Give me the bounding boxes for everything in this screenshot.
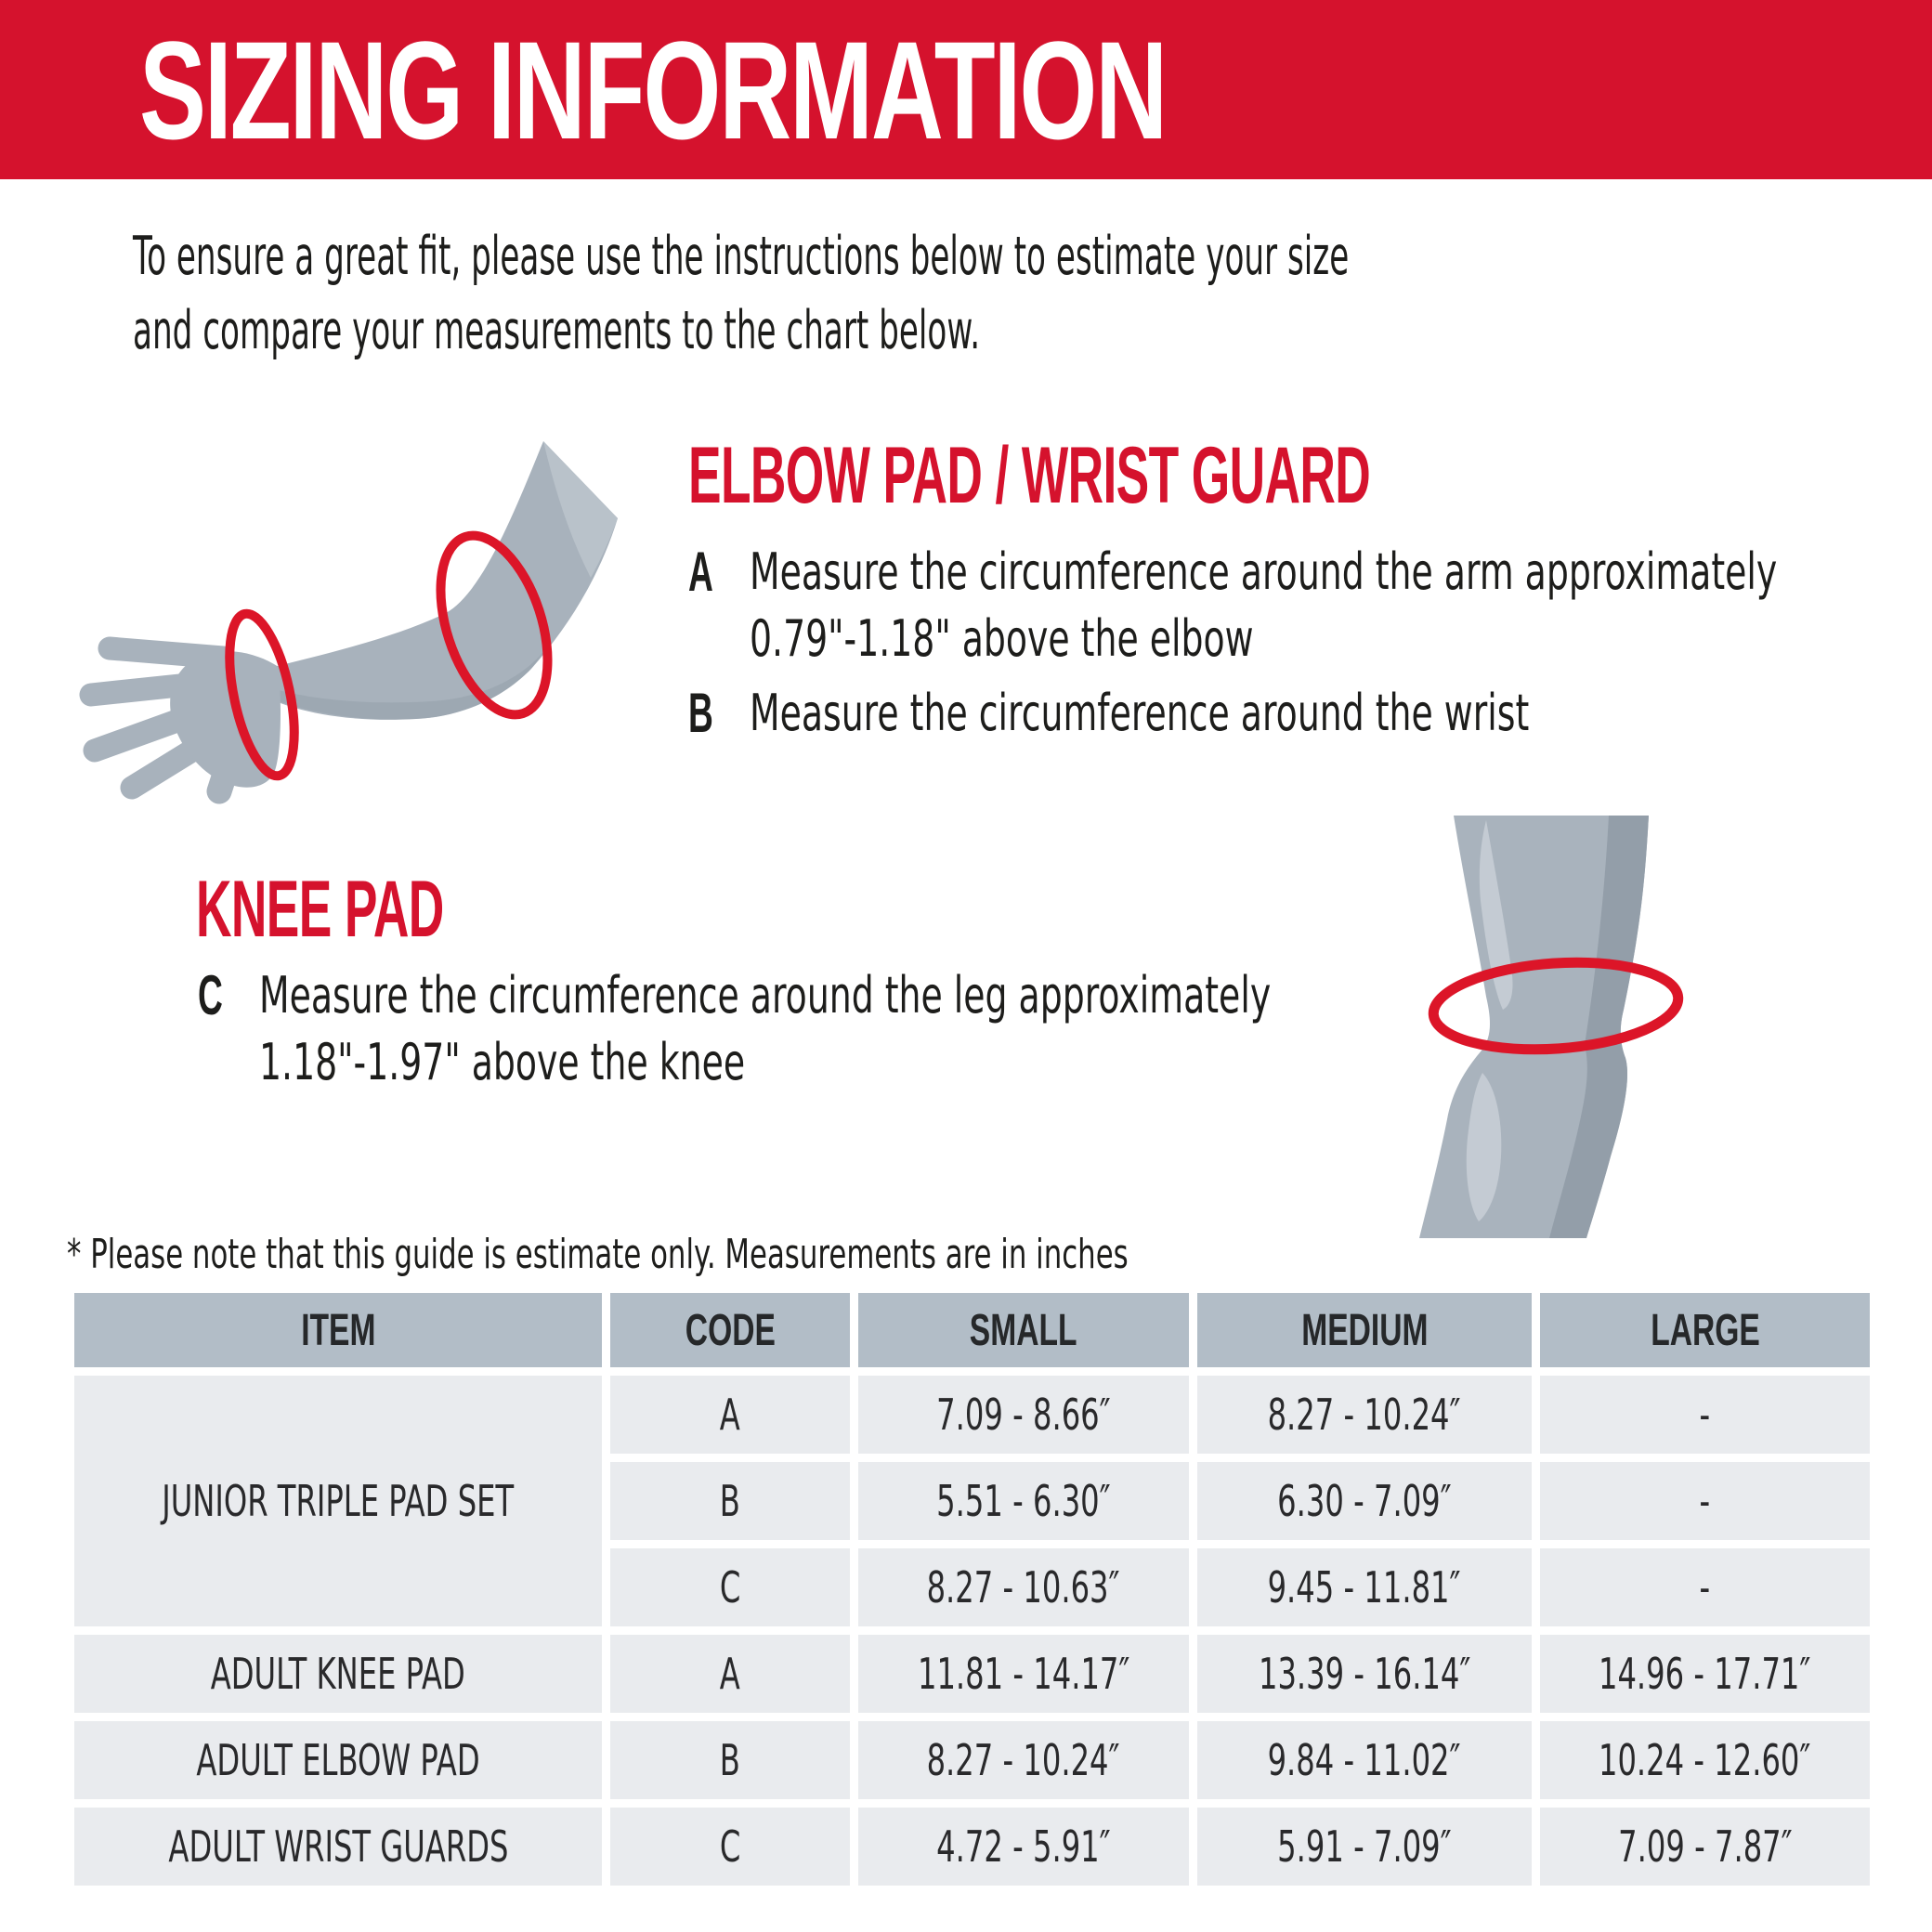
table-cell-junior-b-medium: 6.30 - 7.09″ (1197, 1462, 1532, 1540)
table-cell-adult-wrist-medium: 5.91 - 7.09″ (1197, 1808, 1532, 1886)
header-banner (0, 0, 1932, 179)
table-cell-adult-wrist-code: C (610, 1808, 850, 1886)
table-cell-adult-elbow-small: 8.27 - 10.24″ (858, 1721, 1189, 1799)
intro-line-1: To ensure a great fit, please use the instructions below to estimate your size (133, 226, 1350, 287)
table-cell-adult-knee-medium: 13.39 - 16.14″ (1197, 1635, 1532, 1713)
intro-paragraph (133, 219, 1932, 368)
disclaimer-note: * Please note that this guide is estimate only. Measurements are in inches (67, 1231, 1129, 1278)
step-b-text: Measure the circumference around the wrist (750, 684, 1530, 742)
elbow-wrist-steps (688, 539, 1932, 754)
table-cell-adult-elbow-code: B (610, 1721, 850, 1799)
step-code-b: B (688, 682, 713, 744)
table-cell-junior-b-code: B (610, 1462, 850, 1540)
table-cell-adult-elbow-medium: 9.84 - 11.02″ (1197, 1721, 1532, 1799)
table-cell-adult-knee-item: ADULT KNEE PAD (74, 1635, 602, 1713)
table-cell-adult-wrist-small: 4.72 - 5.91″ (858, 1808, 1189, 1886)
table-cell-adult-wrist-large: 7.09 - 7.87″ (1540, 1808, 1870, 1886)
table-cell-junior-c-medium: 9.45 - 11.81″ (1197, 1548, 1532, 1626)
intro-line-2: and compare your measurements to the chart below. (133, 300, 981, 361)
arm-illustration (37, 409, 650, 836)
table-cell-junior-a-large: - (1540, 1376, 1870, 1454)
column-header-small: SMALL (858, 1293, 1189, 1367)
arm-graphic (91, 441, 618, 791)
column-header-medium: MEDIUM (1197, 1293, 1532, 1367)
step-c-text: Measure the circumference around the leg approximately 1.18"-1.97" above the knee (259, 966, 1272, 1091)
table-cell-junior-item: JUNIOR TRIPLE PAD SET (74, 1376, 602, 1626)
page-title: SIZING INFORMATION (139, 11, 1167, 168)
step-code-a: A (688, 541, 713, 603)
table-cell-junior-b-small: 5.51 - 6.30″ (858, 1462, 1189, 1540)
column-header-large: LARGE (1540, 1293, 1870, 1367)
table-cell-junior-a-code: A (610, 1376, 850, 1454)
table-cell-adult-knee-small: 11.81 - 14.17″ (858, 1635, 1189, 1713)
table-cell-junior-a-medium: 8.27 - 10.24″ (1197, 1376, 1532, 1454)
table-cell-junior-a-small: 7.09 - 8.66″ (858, 1376, 1189, 1454)
table-cell-junior-c-code: C (610, 1548, 850, 1626)
step-a-text: Measure the circumference around the arm approximately 0.79"-1.18" above the elbow (750, 542, 1778, 668)
table-cell-adult-wrist-item: ADULT WRIST GUARDS (74, 1808, 602, 1886)
sizing-table (74, 1293, 1870, 1886)
table-cell-adult-elbow-large: 10.24 - 12.60″ (1540, 1721, 1870, 1799)
measure-step-b (688, 680, 1932, 747)
table-cell-adult-knee-large: 14.96 - 17.71″ (1540, 1635, 1870, 1713)
leg-illustration (1393, 794, 1913, 1240)
elbow-wrist-section-heading: ELBOW PAD / WRIST GUARD (688, 431, 1371, 520)
table-cell-junior-c-small: 8.27 - 10.63″ (858, 1548, 1189, 1626)
table-cell-junior-c-large: - (1540, 1548, 1870, 1626)
step-code-c: C (198, 964, 223, 1026)
column-header-item: ITEM (74, 1293, 602, 1367)
leg-graphic (1419, 816, 1681, 1238)
column-header-code: CODE (610, 1293, 850, 1367)
knee-pad-section-heading: KNEE PAD (196, 865, 444, 954)
table-cell-adult-elbow-item: ADULT ELBOW PAD (74, 1721, 602, 1799)
table-cell-junior-b-large: - (1540, 1462, 1870, 1540)
table-cell-adult-knee-code: A (610, 1635, 850, 1713)
measure-step-a (688, 539, 1932, 672)
